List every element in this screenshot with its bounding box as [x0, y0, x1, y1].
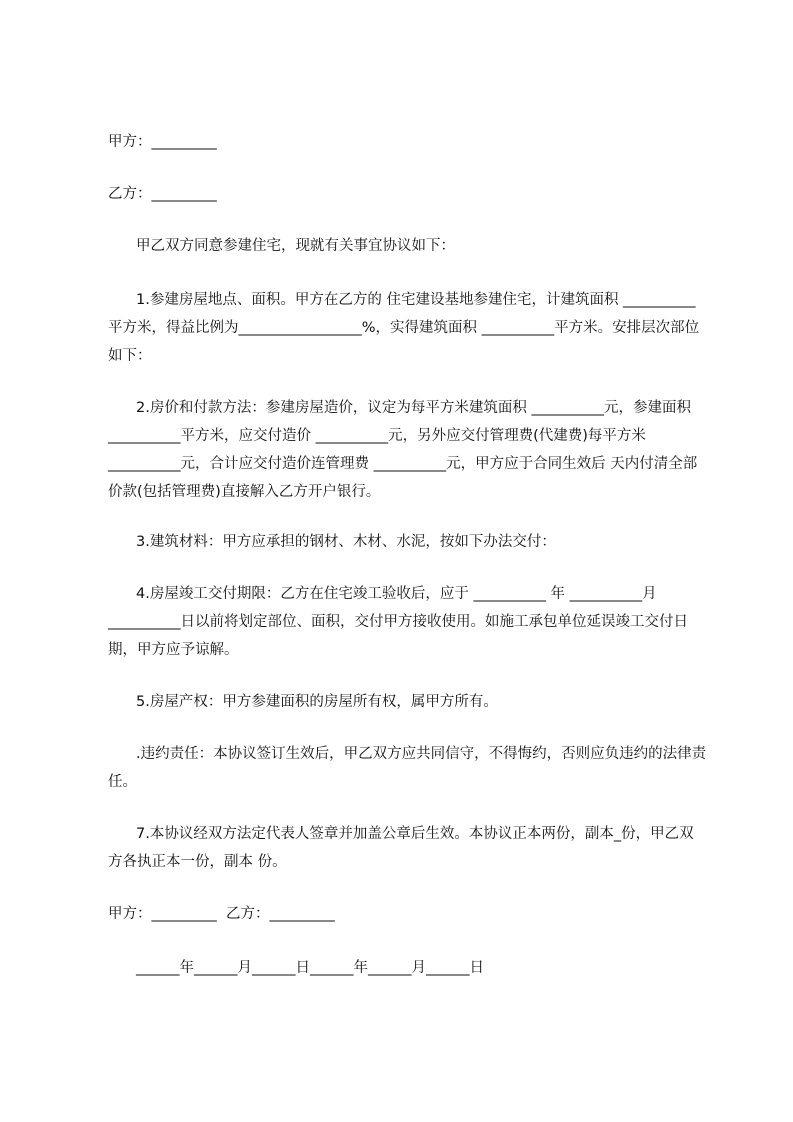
clause-1: 1.参建房屋地点、面积。甲方在乙方的 住宅建设基地参建住宅，计建筑面积 __________平方米，得益比例为_________________%，实得建筑面积 __________平方米。安排层次部位如下： — [108, 292, 700, 364]
party-a-line: 甲方：_________ — [108, 134, 217, 150]
date-line: ______年______月______日______年______月______日 — [136, 960, 484, 976]
clause-4: 4.房屋竣工交付期限：乙方在住宅竣工验收后，应于 __________ 年 __________月 __________日以前将划定部位、面积，交付甲方接收使用。如施工承包单位延误竣工交付日期，甲方应予谅解。 — [108, 586, 688, 658]
clause-5: 5.房屋产权：甲方参建面积的房屋所有权，属甲方所有。 — [136, 694, 498, 710]
clause-7: 7.本协议经双方法定代表人签章并加盖公章后生效。本协议正本两份，副本_份，甲乙双方各执正本一份，副本 份。 — [108, 826, 694, 870]
clause-2: 2.房价和付款方法：参建房屋造价，议定为每平方米建筑面积 __________元，参建面积 __________平方米，应交付造价 __________元，另外应交付管理费(代建费)每平方米 __________元，合计应交付造价连管理费 __________元，甲方应于合同生效后 天内付清全部价款(包括管理费)直接解入乙方开户银行。 — [108, 400, 698, 500]
party-b-line: 乙方：_________ — [108, 186, 217, 202]
clause-3: 3.建筑材料：甲方应承担的钢材、木材、水泥，按如下办法交付： — [136, 534, 556, 550]
clause-6: .违约责任：本协议签订生效后，甲乙双方应共同信守，不得悔约，否则应负违约的法律责任。 — [108, 746, 707, 790]
signature-line: 甲方：_________ 乙方：_________ — [108, 906, 335, 922]
intro-paragraph: 甲乙双方同意参建住宅，现就有关事宜协议如下： — [136, 238, 455, 254]
